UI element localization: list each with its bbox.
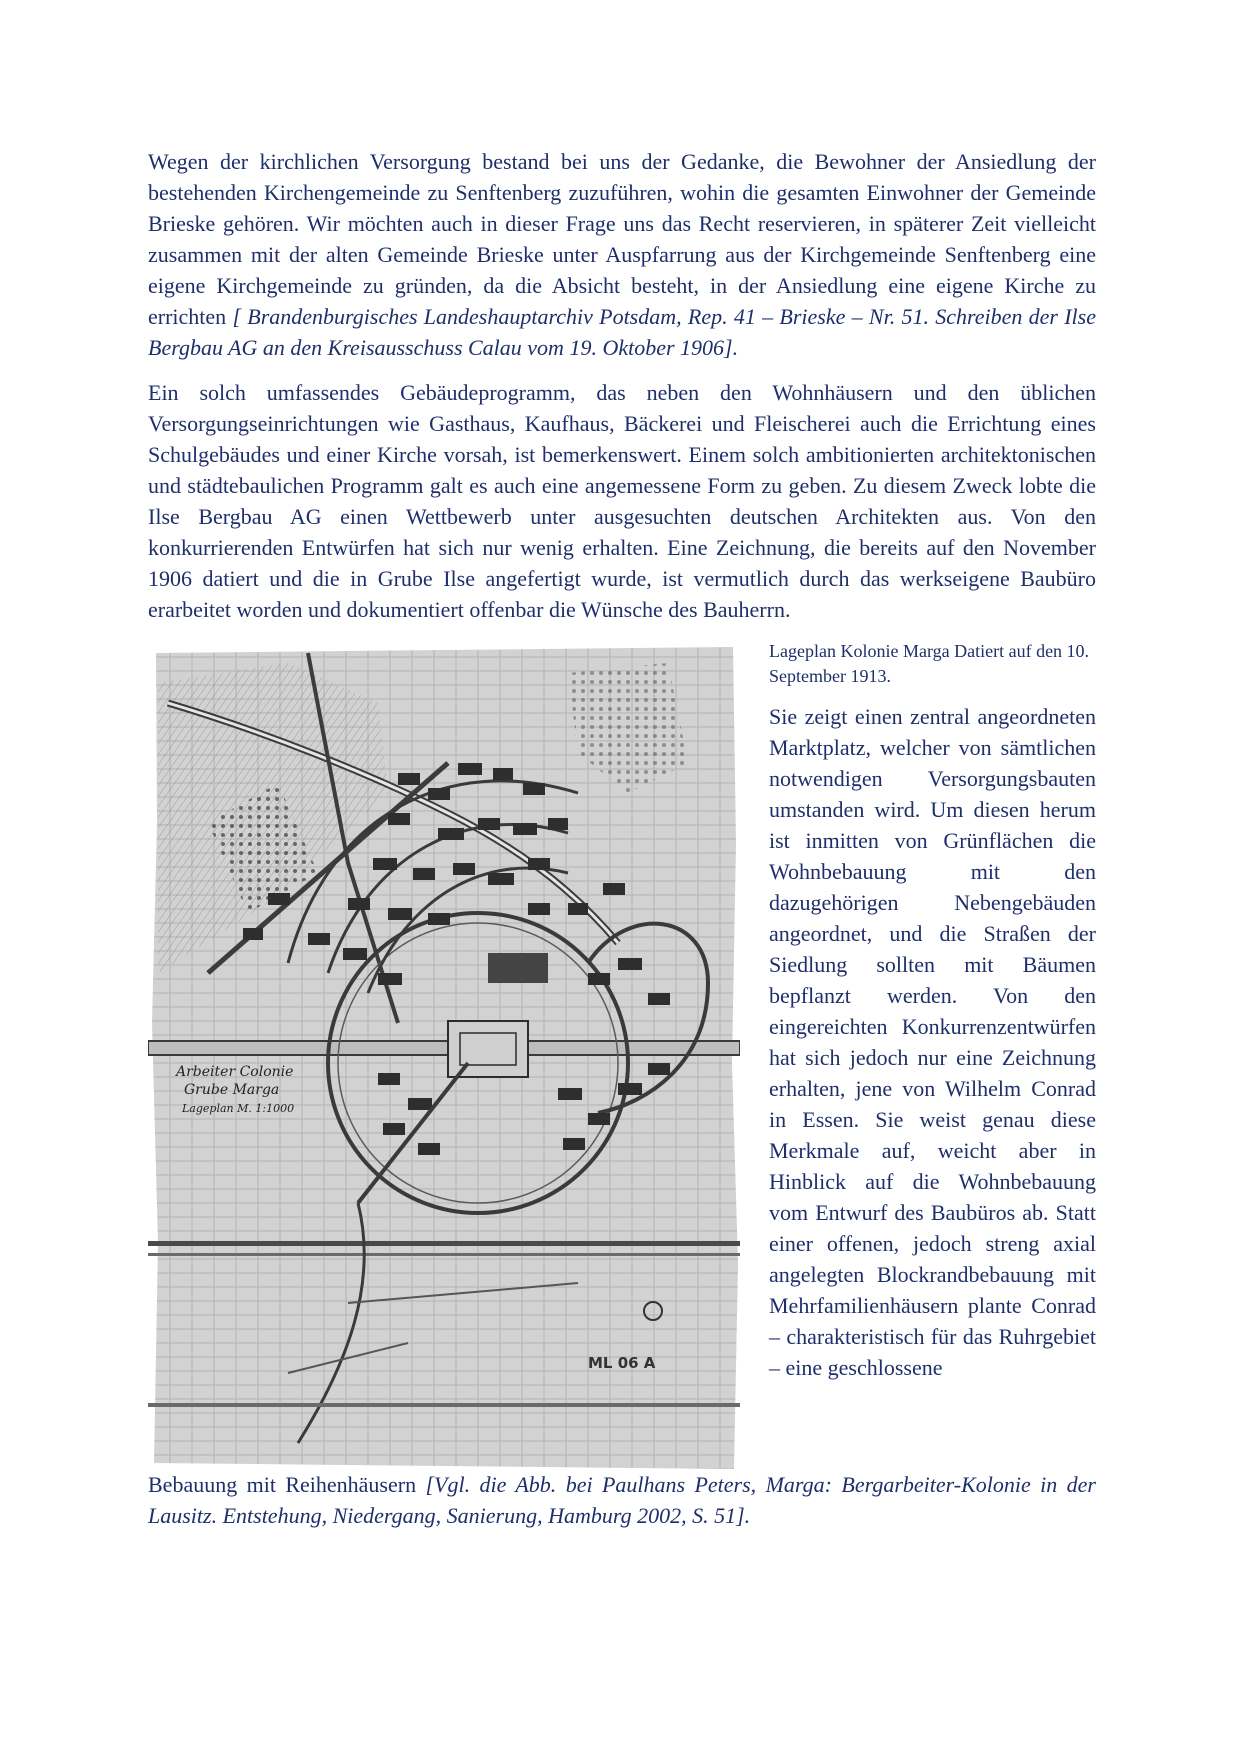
paragraph-tail: [148, 1469, 1096, 1531]
side-column: [769, 639, 1096, 1383]
paragraph-building-program: Ein solch umfassendes Gebäudeprogramm, das neben den Wohnhäusern und den üblichen Versorgungseinrichtungen wie Gasthaus, Kaufhaus, Bäckerei und Fleischerei auch die Errichtung eines Schulgebäudes und einer Kirche vorsah, ist bemerkenswert. Einem solch ambitionierten architektonischen und städtebaulichen Programm galt es auch eine angemessene Form zu geben. Zu diesem Zweck lobte die Ilse Bergbau AG einen Wettbewerb unter ausgesuchten deutschen Architekten aus. Von den konkurrierenden Entwürfen hat sich nur wenig erhalten. Eine Zeichnung, die bereits auf den November 1906 datiert und die in Grube Ilse angefertigt wurde, ist vermutlich durch das werkseigene Baubüro erarbeitet worden und dokumentiert offenbar die Wünsche des Bauherrn.: [148, 380, 1096, 622]
figure-row: [148, 639, 1096, 1469]
quote-text: Wegen der kirchlichen Versorgung bestand bei uns der Gedanke, die Bewohner der Ansiedlung der bestehenden Kirchengemeinde zu Senftenberg zuzuführen, wohin die gesamten Einwohner der Gemeinde Brieske gehören. Wir möchten auch in dieser Frage uns das Recht reservieren, in späterer Zeit vielleicht zusammen mit der alten Gemeinde Brieske unter Auspfarrung aus der Kirchgemeinde Senftenberg eine eigene Kirchgemeinde zu gründen, da die Absicht besteht, in der Ansiedlung eine eigene Kirche zu errichten: [148, 149, 1096, 329]
tail-citation: [Vgl. die Abb. bei Paulhans Peters, Marga: Bergarbeiter-Kolonie in der Lausitz. Entstehung, Niedergang, Sanierung, Hamburg 2002, S. 51].: [148, 1472, 1096, 1528]
quote-citation: [ Brandenburgisches Landeshauptarchiv Potsdam, Rep. 41 – Brieske – Nr. 51. Schreiben der Ilse Bergbau AG an den Kreisausschuss Calau vom 19. Oktober 1906].: [148, 304, 1096, 360]
map-stamp: ML 06 A: [588, 1354, 656, 1372]
figure-caption: Lageplan Kolonie Marga Datiert auf den 10. September 1913.: [769, 641, 1090, 686]
paragraph-quote: [148, 146, 1096, 363]
page-content: [148, 146, 1096, 1531]
site-plan-drawing: [148, 643, 740, 1469]
map-title-line-1: Arbeiter Colonie: [176, 1064, 294, 1080]
paragraph-side-text: Sie zeigt einen zentral angeordneten Marktplatz, welcher von sämtlichen notwendigen Versorgungsbauten umstanden wird. Um diesen herum ist inmitten von Grünflächen die Wohnbebauung mit den dazugehörigen Nebengebäuden angeordnet, und die Straßen der Siedlung sollten mit Bäumen bepflanzt werden. Von den eingereichten Konkurrenzentwürfen hat sich jedoch nur eine Zeichnung erhalten, jene von Wilhelm Conrad in Essen. Sie weist genau diese Merkmale auf, weicht aber in Hinblick auf die Wohnbebauung vom Entwurf des Baubüros ab. Statt einer offenen, jedoch streng axial angelegten Blockrandbebauung mit Mehrfamilienhäusern plante Conrad – charakteristisch für das Ruhrgebiet – eine geschlossene: [769, 704, 1096, 1380]
map-title-line-2: Grube Marga: [184, 1082, 280, 1098]
tail-text: Bebauung mit Reihenhäusern: [148, 1472, 426, 1497]
map-title-line-3: Lageplan M. 1:1000: [182, 1102, 295, 1115]
site-plan-image: [148, 643, 740, 1469]
